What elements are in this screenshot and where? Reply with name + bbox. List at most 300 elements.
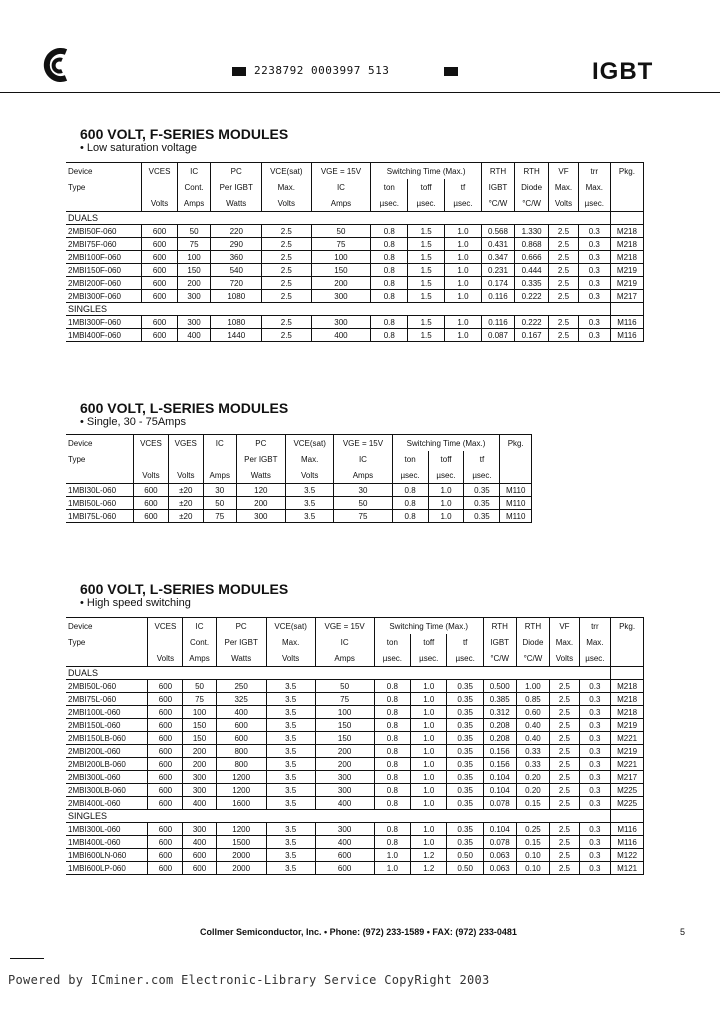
header-cell: µsec. bbox=[579, 650, 611, 667]
table-cell: 1.5 bbox=[408, 316, 445, 329]
header-cell: µsec. bbox=[428, 467, 464, 484]
table-cell: 1.5 bbox=[408, 329, 445, 342]
table-cell: 1MBI300L-060 bbox=[66, 823, 148, 836]
table-cell: 200 bbox=[315, 745, 374, 758]
table-cell: M219 bbox=[611, 745, 644, 758]
table-cell: 2MBI50L-060 bbox=[66, 680, 148, 693]
header-cell: RTH bbox=[483, 618, 516, 635]
table-cell: 2000 bbox=[216, 849, 266, 862]
group-label: SINGLES bbox=[66, 810, 611, 823]
table-cell: 1.0 bbox=[411, 836, 447, 849]
header-cell: Max. bbox=[579, 634, 611, 650]
table-cell: 0.335 bbox=[515, 277, 549, 290]
table-row bbox=[66, 497, 532, 510]
table-cell: 200 bbox=[236, 497, 285, 510]
table-cell: 0.3 bbox=[579, 836, 611, 849]
table-row bbox=[66, 290, 644, 303]
table-cell: 0.20 bbox=[516, 784, 550, 797]
barcode-text: 2238792 0003997 513 bbox=[254, 64, 390, 77]
table-cell: 0.500 bbox=[483, 680, 516, 693]
table-cell: 75 bbox=[311, 238, 371, 251]
table-cell: 1080 bbox=[211, 316, 262, 329]
table-row bbox=[66, 693, 644, 706]
table-cell: M116 bbox=[611, 823, 644, 836]
l-series-single-table bbox=[66, 434, 532, 523]
table-cell: 600 bbox=[315, 862, 374, 875]
table-cell: 0.3 bbox=[579, 784, 611, 797]
table-cell: 0.8 bbox=[371, 238, 408, 251]
table-cell: M218 bbox=[611, 680, 644, 693]
table-cell: 0.35 bbox=[464, 510, 500, 523]
table-cell: 1.5 bbox=[408, 264, 445, 277]
table-cell: 2MBI75L-060 bbox=[66, 693, 148, 706]
table-cell: 3.5 bbox=[266, 745, 315, 758]
table-cell: 0.35 bbox=[447, 732, 483, 745]
table-cell: 0.8 bbox=[371, 251, 408, 264]
header-row bbox=[66, 179, 644, 195]
table-cell: 0.8 bbox=[374, 706, 410, 719]
header-cell: Switching Time (Max.) bbox=[392, 435, 500, 452]
pkg-spacer bbox=[610, 212, 643, 225]
table-cell: M121 bbox=[611, 862, 644, 875]
group-row bbox=[66, 212, 644, 225]
table-row bbox=[66, 797, 644, 810]
table-cell: 0.3 bbox=[579, 797, 611, 810]
header-row bbox=[66, 163, 644, 180]
table-cell: 2.5 bbox=[550, 771, 579, 784]
table-cell: 1.0 bbox=[411, 823, 447, 836]
barcode-strip bbox=[232, 64, 462, 80]
table-cell: 150 bbox=[177, 264, 211, 277]
header-cell: RTH bbox=[481, 163, 514, 180]
table-cell: 600 bbox=[148, 745, 183, 758]
table-cell: 0.208 bbox=[483, 732, 516, 745]
table-cell: 0.3 bbox=[578, 316, 610, 329]
table-cell: 3.5 bbox=[266, 693, 315, 706]
header-cell: Volts bbox=[142, 195, 177, 212]
table-cell: 0.156 bbox=[483, 758, 516, 771]
header-cell: µsec. bbox=[447, 650, 483, 667]
table-cell: 0.15 bbox=[516, 836, 550, 849]
table-cell: 600 bbox=[142, 238, 177, 251]
table-cell: 0.174 bbox=[481, 277, 514, 290]
table-cell: 1.0 bbox=[445, 290, 482, 303]
table-cell: 3.5 bbox=[266, 680, 315, 693]
table-cell: 3.5 bbox=[266, 836, 315, 849]
watermark: Powered by ICminer.com Electronic-Library Service CopyRight 2003 bbox=[8, 973, 490, 987]
table-cell: 1.0 bbox=[445, 264, 482, 277]
table-cell: 600 bbox=[148, 836, 183, 849]
table-cell: 0.444 bbox=[515, 264, 549, 277]
header-cell bbox=[203, 451, 236, 467]
header-cell bbox=[611, 650, 644, 667]
header-cell: Max. bbox=[550, 634, 579, 650]
table-cell: 1.0 bbox=[428, 484, 464, 497]
table-cell: 3.5 bbox=[266, 706, 315, 719]
header-row bbox=[66, 618, 644, 635]
table-cell: 150 bbox=[315, 719, 374, 732]
table-cell: M221 bbox=[611, 758, 644, 771]
table-cell: 2.5 bbox=[549, 238, 579, 251]
table-cell: 2.5 bbox=[549, 329, 579, 342]
table-cell: 150 bbox=[315, 732, 374, 745]
table-cell: 1.0 bbox=[445, 238, 482, 251]
header-cell: Volts bbox=[168, 467, 203, 484]
header-cell: Max. bbox=[549, 179, 579, 195]
section-title-l-series-single: 600 VOLT, L-SERIES MODULES bbox=[80, 400, 289, 416]
table-cell: 1.5 bbox=[408, 290, 445, 303]
table-cell: 2MBI100L-060 bbox=[66, 706, 148, 719]
table-cell: 2MBI200F-060 bbox=[66, 277, 142, 290]
table-cell: 3.5 bbox=[266, 771, 315, 784]
table-cell: M218 bbox=[610, 251, 643, 264]
header-cell: ton bbox=[371, 179, 408, 195]
table-cell: 0.208 bbox=[483, 719, 516, 732]
table-cell: 1.00 bbox=[516, 680, 550, 693]
header-cell: Type bbox=[68, 637, 86, 647]
header-cell: Amps bbox=[315, 650, 374, 667]
header-cell: Max. bbox=[266, 634, 315, 650]
table-cell: 2.5 bbox=[262, 264, 311, 277]
table-cell: 600 bbox=[134, 497, 169, 510]
table-cell: 0.8 bbox=[374, 758, 410, 771]
table-cell: 0.10 bbox=[516, 862, 550, 875]
table-cell: M110 bbox=[500, 484, 532, 497]
section-subtitle-l-series-single: • Single, 30 - 75Amps bbox=[80, 416, 186, 428]
pkg-spacer bbox=[610, 303, 643, 316]
header-cell: Volts bbox=[549, 195, 579, 212]
table-cell: M116 bbox=[610, 329, 643, 342]
header-cell: Per IGBT bbox=[216, 634, 266, 650]
header-cell: Volts bbox=[286, 467, 334, 484]
table-cell: 400 bbox=[216, 706, 266, 719]
table-cell: 600 bbox=[148, 732, 183, 745]
table-cell: 0.8 bbox=[374, 719, 410, 732]
table-cell: 2MBI100F-060 bbox=[66, 251, 142, 264]
table-cell: 2.5 bbox=[550, 732, 579, 745]
header-cell bbox=[168, 451, 203, 467]
table-cell: 300 bbox=[311, 290, 371, 303]
header-cell: Per IGBT bbox=[211, 179, 262, 195]
table-cell: 2MBI150F-060 bbox=[66, 264, 142, 277]
table-cell: 1.5 bbox=[408, 251, 445, 264]
table-cell: 600 bbox=[315, 849, 374, 862]
table-cell: 2.5 bbox=[550, 693, 579, 706]
header-cell: PC bbox=[211, 163, 262, 180]
header-cell: IC bbox=[315, 634, 374, 650]
table-cell: 0.8 bbox=[392, 510, 428, 523]
table-cell: 1.0 bbox=[411, 732, 447, 745]
table-cell: 2.5 bbox=[550, 849, 579, 862]
table-cell: 0.35 bbox=[447, 771, 483, 784]
table-cell: 1.2 bbox=[411, 849, 447, 862]
table-cell: 325 bbox=[216, 693, 266, 706]
table-cell: 200 bbox=[177, 277, 211, 290]
table-cell: 0.3 bbox=[579, 732, 611, 745]
header-cell: Max. bbox=[286, 451, 334, 467]
table-cell: 1200 bbox=[216, 784, 266, 797]
group-row bbox=[66, 303, 644, 316]
header-cell: trr bbox=[579, 618, 611, 635]
header-cell: VCES bbox=[134, 435, 169, 452]
table-cell: 0.3 bbox=[579, 758, 611, 771]
table-cell: 600 bbox=[142, 264, 177, 277]
table-cell: 1MBI600LN-060 bbox=[66, 849, 148, 862]
table-row bbox=[66, 732, 644, 745]
table-cell: 50 bbox=[183, 680, 216, 693]
header-cell: RTH bbox=[515, 163, 549, 180]
header-cell: Pkg. bbox=[500, 435, 532, 452]
table-cell: 600 bbox=[142, 277, 177, 290]
group-row bbox=[66, 667, 644, 680]
header-row bbox=[66, 451, 532, 467]
header-cell bbox=[500, 451, 532, 467]
table-cell: ±20 bbox=[168, 497, 203, 510]
table-cell: 0.156 bbox=[483, 745, 516, 758]
table-cell: 600 bbox=[148, 706, 183, 719]
table-cell: 3.5 bbox=[266, 719, 315, 732]
table-cell: 3.5 bbox=[266, 797, 315, 810]
header-cell: °C/W bbox=[516, 650, 550, 667]
table-cell: 400 bbox=[311, 329, 371, 342]
table-cell: 2MBI300L-060 bbox=[66, 771, 148, 784]
table-cell: 600 bbox=[134, 484, 169, 497]
table-cell: 2.5 bbox=[550, 797, 579, 810]
table-cell: 1.0 bbox=[411, 784, 447, 797]
table-cell: 1.0 bbox=[411, 693, 447, 706]
table-cell: 0.35 bbox=[464, 497, 500, 510]
table-cell: M219 bbox=[610, 264, 643, 277]
table-cell: 2.5 bbox=[262, 329, 311, 342]
header-cell: Amps bbox=[334, 467, 392, 484]
header-cell: IC bbox=[183, 618, 216, 635]
table-cell: 220 bbox=[211, 225, 262, 238]
header-cell: °C/W bbox=[515, 195, 549, 212]
header-cell: µsec. bbox=[408, 195, 445, 212]
table-cell: 2.5 bbox=[550, 706, 579, 719]
table-cell: 1500 bbox=[216, 836, 266, 849]
header-cell: Switching Time (Max.) bbox=[374, 618, 483, 635]
table-cell: 200 bbox=[315, 758, 374, 771]
group-label: DUALS bbox=[68, 667, 99, 678]
table-cell: 1.0 bbox=[374, 862, 410, 875]
table-cell: 3.5 bbox=[286, 497, 334, 510]
table-cell: 0.40 bbox=[516, 732, 550, 745]
table-cell: 0.50 bbox=[447, 862, 483, 875]
header-cell: Cont. bbox=[183, 634, 216, 650]
table-cell: 0.868 bbox=[515, 238, 549, 251]
table-row bbox=[66, 706, 644, 719]
table-cell: 1.0 bbox=[374, 849, 410, 862]
table-cell: 0.078 bbox=[483, 836, 516, 849]
table-cell: 600 bbox=[148, 823, 183, 836]
table-cell: 600 bbox=[142, 225, 177, 238]
table-cell: 1200 bbox=[216, 771, 266, 784]
table-cell: 50 bbox=[311, 225, 371, 238]
table-cell: 0.8 bbox=[374, 836, 410, 849]
table-cell: 0.8 bbox=[374, 784, 410, 797]
header-cell bbox=[134, 451, 169, 467]
header-cell: RTH bbox=[516, 618, 550, 635]
header-cell: µsec. bbox=[371, 195, 408, 212]
table-cell: 2MBI150LB-060 bbox=[66, 732, 148, 745]
header-cell bbox=[500, 467, 532, 484]
section-subtitle-l-series-hs: • High speed switching bbox=[80, 597, 191, 609]
table-cell: 0.3 bbox=[579, 680, 611, 693]
table-cell: 1.0 bbox=[428, 497, 464, 510]
table-cell: 360 bbox=[211, 251, 262, 264]
table-cell: 2.5 bbox=[262, 225, 311, 238]
table-cell: 1600 bbox=[216, 797, 266, 810]
table-cell: 0.3 bbox=[578, 329, 610, 342]
table-cell: 0.3 bbox=[578, 264, 610, 277]
table-cell: 1.0 bbox=[411, 771, 447, 784]
header-cell: VCES bbox=[142, 163, 177, 180]
header-cell bbox=[611, 634, 644, 650]
table-cell: 0.3 bbox=[579, 693, 611, 706]
group-label: DUALS bbox=[68, 212, 99, 223]
header-cell: Watts bbox=[236, 467, 285, 484]
table-cell: 75 bbox=[334, 510, 392, 523]
table-cell: 0.087 bbox=[481, 329, 514, 342]
table-cell: 2MBI50F-060 bbox=[66, 225, 142, 238]
table-cell: 1.5 bbox=[408, 277, 445, 290]
table-cell: ±20 bbox=[168, 510, 203, 523]
table-cell: 400 bbox=[183, 797, 216, 810]
table-row bbox=[66, 680, 644, 693]
table-cell: M122 bbox=[611, 849, 644, 862]
section-title-f-series: 600 VOLT, F-SERIES MODULES bbox=[80, 126, 289, 142]
table-cell: 0.8 bbox=[374, 693, 410, 706]
table-cell: 300 bbox=[315, 784, 374, 797]
table-cell: 3.5 bbox=[266, 862, 315, 875]
header-cell: PC bbox=[236, 435, 285, 452]
header-cell: trr bbox=[578, 163, 610, 180]
table-cell: 600 bbox=[148, 797, 183, 810]
table-cell: 1MBI400F-060 bbox=[66, 329, 142, 342]
table-cell: 0.116 bbox=[481, 316, 514, 329]
header-cell: Pkg. bbox=[611, 618, 644, 635]
header-cell: µsec. bbox=[392, 467, 428, 484]
table-cell: 1.0 bbox=[445, 251, 482, 264]
table-cell: 300 bbox=[183, 771, 216, 784]
table-cell: 2MBI200L-060 bbox=[66, 745, 148, 758]
table-cell: 1.0 bbox=[411, 680, 447, 693]
header-cell: µsec. bbox=[374, 650, 410, 667]
table-row bbox=[66, 719, 644, 732]
table-cell: 3.5 bbox=[286, 484, 334, 497]
table-cell: 120 bbox=[236, 484, 285, 497]
table-cell: 3.5 bbox=[266, 732, 315, 745]
table-cell: ±20 bbox=[168, 484, 203, 497]
table-cell: M110 bbox=[500, 510, 532, 523]
table-cell: 0.85 bbox=[516, 693, 550, 706]
table-cell: 0.8 bbox=[374, 745, 410, 758]
table-cell: 30 bbox=[203, 484, 236, 497]
table-cell: 0.35 bbox=[447, 823, 483, 836]
table-cell: 1MBI75L-060 bbox=[66, 510, 134, 523]
table-cell: 0.104 bbox=[483, 823, 516, 836]
table-cell: 100 bbox=[183, 706, 216, 719]
table-cell: 0.3 bbox=[578, 225, 610, 238]
table-cell: 400 bbox=[183, 836, 216, 849]
table-cell: 0.35 bbox=[447, 797, 483, 810]
table-cell: M218 bbox=[610, 238, 643, 251]
table-cell: 0.25 bbox=[516, 823, 550, 836]
header-divider bbox=[0, 92, 720, 93]
table-cell: 540 bbox=[211, 264, 262, 277]
table-cell: 0.8 bbox=[374, 771, 410, 784]
table-cell: 200 bbox=[183, 758, 216, 771]
table-cell: 1.0 bbox=[445, 277, 482, 290]
table-cell: M218 bbox=[611, 693, 644, 706]
table-cell: 300 bbox=[315, 771, 374, 784]
header-cell: VCES bbox=[148, 618, 183, 635]
header-cell: Diode bbox=[516, 634, 550, 650]
table-cell: 600 bbox=[148, 680, 183, 693]
table-cell: 600 bbox=[142, 329, 177, 342]
table-cell: 0.35 bbox=[447, 693, 483, 706]
table-cell: 600 bbox=[142, 316, 177, 329]
section-title-l-series-hs: 600 VOLT, L-SERIES MODULES bbox=[80, 581, 289, 597]
table-row bbox=[66, 758, 644, 771]
table-cell: 3.5 bbox=[266, 849, 315, 862]
table-cell: M217 bbox=[611, 771, 644, 784]
table-row bbox=[66, 329, 644, 342]
table-cell: 1080 bbox=[211, 290, 262, 303]
table-cell: 600 bbox=[148, 758, 183, 771]
table-cell: 2.5 bbox=[550, 862, 579, 875]
table-cell: 0.35 bbox=[447, 784, 483, 797]
table-row bbox=[66, 510, 532, 523]
table-cell: 0.078 bbox=[483, 797, 516, 810]
table-cell: 3.5 bbox=[266, 823, 315, 836]
table-cell: 2.5 bbox=[550, 680, 579, 693]
table-cell: 100 bbox=[315, 706, 374, 719]
table-cell: 1440 bbox=[211, 329, 262, 342]
table-cell: 1.5 bbox=[408, 238, 445, 251]
table-cell: 1MBI600LP-060 bbox=[66, 862, 148, 875]
table-cell: M219 bbox=[611, 719, 644, 732]
table-cell: 2MBI400L-060 bbox=[66, 797, 148, 810]
page-title: IGBT bbox=[592, 58, 654, 85]
table-cell: 0.063 bbox=[483, 849, 516, 862]
header-row bbox=[66, 634, 644, 650]
header-cell: Volts bbox=[134, 467, 169, 484]
pkg-spacer bbox=[611, 810, 644, 823]
header-cell: tf bbox=[447, 634, 483, 650]
header-cell: PC bbox=[216, 618, 266, 635]
table-cell: 0.8 bbox=[371, 264, 408, 277]
header-cell: µsec. bbox=[445, 195, 482, 212]
header-cell: IGBT bbox=[481, 179, 514, 195]
header-cell: IGBT bbox=[483, 634, 516, 650]
table-cell: 1MBI30L-060 bbox=[66, 484, 134, 497]
table-cell: 600 bbox=[142, 290, 177, 303]
table-cell: 200 bbox=[311, 277, 371, 290]
table-cell: 2.5 bbox=[550, 823, 579, 836]
table-cell: 400 bbox=[177, 329, 211, 342]
table-cell: 600 bbox=[142, 251, 177, 264]
table-cell: 2.5 bbox=[549, 277, 579, 290]
header-cell: IC bbox=[334, 451, 392, 467]
table-cell: M221 bbox=[611, 732, 644, 745]
table-row bbox=[66, 745, 644, 758]
header-cell: VCE(sat) bbox=[266, 618, 315, 635]
table-cell: 400 bbox=[315, 836, 374, 849]
header-cell: Device bbox=[66, 618, 148, 635]
table-cell: 0.3 bbox=[578, 290, 610, 303]
